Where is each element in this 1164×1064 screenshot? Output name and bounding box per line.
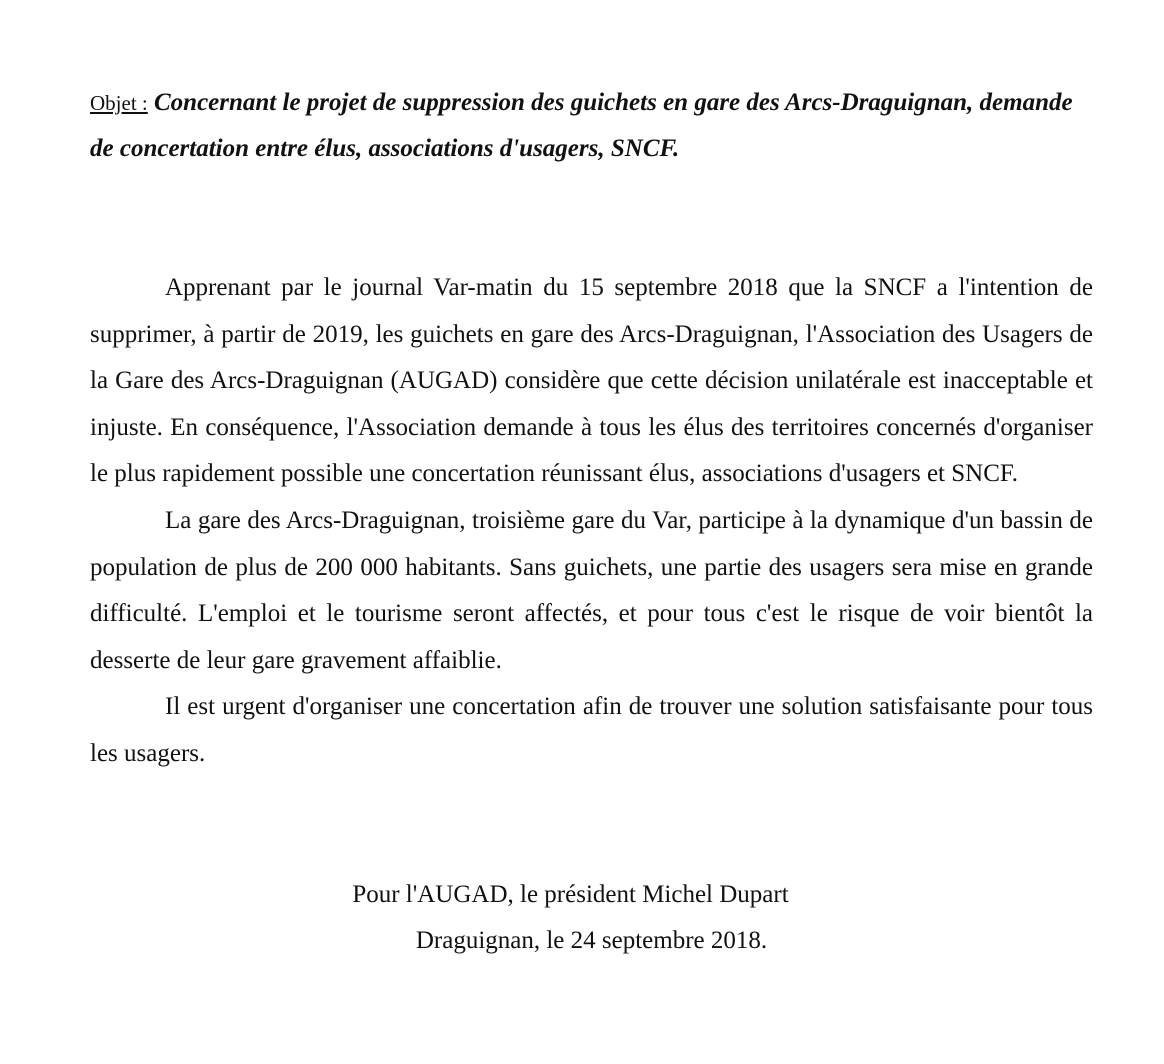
subject-text: Concernant le projet de suppression des guichets en gare des Arcs-Draguignan, demande de concertation entre élus, associations d'usagers, SNCF. xyxy=(90,89,1073,162)
subject-label: Objet : xyxy=(90,91,148,115)
body-paragraph: Il est urgent d'organiser une concertation afin de trouver une solution satisfaisante pour tous les usagers. xyxy=(90,693,1093,767)
body-paragraph: Apprenant par le journal Var-matin du 15 septembre 2018 que la SNCF a l'intention de supprimer, à partir de 2019, les guichets en gare des Arcs-Draguignan, l'Association des Usagers de la Gare des Arcs-Draguignan (AUGAD) considère que cette décision unilatérale est inacceptable et injuste. En conséquence, l'Association demande à tous les élus des territoires concernés d'organiser le plus rapidement possible une concertation réunissant élus, associations d'usagers et SNCF. xyxy=(90,274,1093,488)
signature-place-date: Draguignan, le 24 septembre 2018. xyxy=(415,927,768,954)
body-paragraph: La gare des Arcs-Draguignan, troisième gare du Var, participe à la dynamique d'un bassin de population de plus de 200 000 habitants. Sans guichets, une partie des usagers sera mise en grande difficulté. L'emploi et le tourisme seront affectés, et pour tous c'est le risque de voir bientôt la desserte de leur gare gravement affaiblie. xyxy=(90,506,1093,674)
subject-line xyxy=(90,80,1100,172)
signature-block xyxy=(90,872,1093,964)
signature-name: Pour l'AUGAD, le président Michel Dupart xyxy=(352,881,789,908)
letter-body xyxy=(90,265,1093,778)
